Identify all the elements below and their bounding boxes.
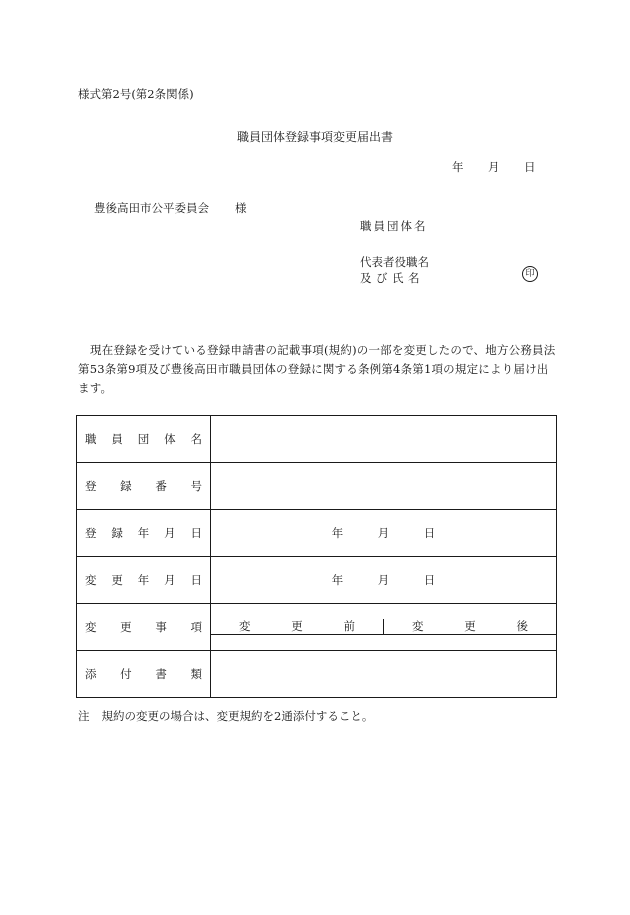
date-month-label: 月 (377, 573, 390, 587)
rep-label-char: 名 (408, 271, 420, 285)
addressee-honorific: 様 (235, 201, 247, 215)
note-mark: 注 (78, 709, 90, 723)
header-char: 更 (464, 619, 476, 633)
row-label-attachments: 添付書類 (77, 651, 211, 698)
table-row (77, 416, 557, 463)
date-year-label: 年 (331, 526, 344, 540)
change-items-cell (211, 604, 557, 651)
date-month-label: 月 (488, 160, 500, 174)
form-number: 様式第2号(第2条関係) (78, 87, 194, 101)
table-row (77, 557, 557, 604)
addressee (94, 200, 247, 216)
date-month-label: 月 (377, 526, 390, 540)
submission-date (452, 159, 536, 175)
table-row (77, 604, 557, 651)
row-label-registration-number: 登録番号 (77, 463, 211, 510)
representative-title-label: 代表者役職名 (360, 255, 429, 269)
date-day-label: 日 (423, 573, 436, 587)
org-name-label: 職員団体名 (360, 219, 428, 233)
note-text: 規約の変更の場合は、変更規約を2通添付すること。 (101, 709, 374, 723)
row-label-org-name: 職員団体名 (77, 416, 211, 463)
row-label-change-items: 変更事項 (77, 604, 211, 651)
registration-date-field[interactable] (211, 510, 557, 557)
form-table (76, 415, 557, 698)
rep-label-char: 及 (360, 271, 372, 285)
header-char: 変 (412, 619, 424, 633)
table-row (77, 510, 557, 557)
date-year-label: 年 (331, 573, 344, 587)
change-date-field[interactable] (211, 557, 557, 604)
document-title: 職員団体登録事項変更届出書 (236, 130, 393, 144)
footnote (78, 708, 373, 724)
registration-number-field[interactable] (211, 463, 557, 510)
header-char: 変 (239, 619, 251, 633)
body-text: 現在登録を受けている登録申請書の記載事項(規約)の一部を変更したので、地方公務員法第53条第9項及び豊後高田市職員団体の登録に関する条例第4条第1項の規定により届け出ます。 (78, 343, 556, 395)
header-char: 後 (516, 619, 528, 633)
org-name-field[interactable] (211, 416, 557, 463)
representative-name-label (360, 270, 424, 286)
addressee-name: 豊後高田市公平委員会 (94, 201, 209, 215)
table-row (77, 651, 557, 698)
seal-icon: 印 (522, 266, 538, 282)
table-row (77, 463, 557, 510)
header-char: 更 (291, 619, 303, 633)
row-label-change-date: 変更年月日 (77, 557, 211, 604)
rep-label-char: 氏 (392, 271, 404, 285)
header-char: 前 (343, 619, 355, 633)
date-year-label: 年 (452, 160, 464, 174)
after-change-header (384, 619, 556, 634)
rep-label-char: び (376, 271, 388, 285)
date-day-label: 日 (524, 160, 536, 174)
date-day-label: 日 (423, 526, 436, 540)
row-label-registration-date: 登録年月日 (77, 510, 211, 557)
before-change-header (211, 619, 384, 634)
attachments-field[interactable] (211, 651, 557, 698)
